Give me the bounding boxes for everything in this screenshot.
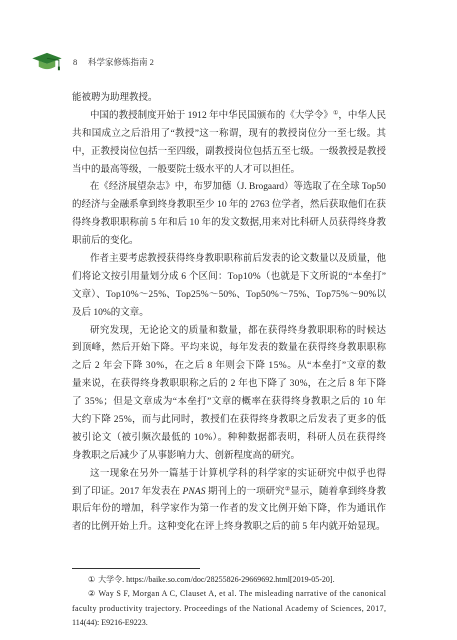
text-line: 职后年份的增加，科学家作为第一作者的发文比例开始下降，作为通讯作 xyxy=(72,504,387,515)
text-segment: 中国的教授制度开始于 1912 年中华民国颁布的《大学令》 xyxy=(90,110,333,121)
footnote-line xyxy=(72,587,386,601)
text-line: 量来说，在获得终身教职职称之后的 2 年也下降了 30%，在之后 8 年下降 xyxy=(72,379,387,390)
paragraph xyxy=(72,90,386,108)
footnote-line: faculty productivity trajectory. Proceedings of the National Academy of Sciences, 2017, xyxy=(72,603,387,613)
footnote-line: 114(44): E9216-E9223. xyxy=(72,617,148,627)
journal-name: PNAS xyxy=(182,486,206,497)
text-line: 当中的最高等级，一般要院士级水平的人才可以担任。 xyxy=(72,164,301,175)
paragraph xyxy=(72,108,386,180)
text-line xyxy=(72,108,386,126)
paragraph xyxy=(72,251,386,323)
text-line: 文章）、Top10%～25%、Top25%～50%、Top50%～75%、Top75%～90%以 xyxy=(72,289,387,300)
text-line: 到顶峰，然后开始下降。平均来说，每年发表的数量在获得终身教职职称 xyxy=(72,343,387,354)
text-line: 得终身教职职称前 5 年和后 10 年的发文数据,用来对比科研人员获得终身教 xyxy=(72,218,387,229)
paragraph xyxy=(72,466,386,538)
page-number: 8 xyxy=(73,57,78,67)
text-line: 在《经济展望杂志》中，布罗加德（J. Brogaard）等选取了在全球 Top50 xyxy=(89,182,386,193)
text-segment: 显示，随着拿到终身教 xyxy=(290,486,387,497)
text-line: 这一现象在另外一篇基于计算机学科的科学家的实证研究中似乎也得 xyxy=(90,468,387,479)
page-header xyxy=(28,50,208,74)
text-line: 研究发现，无论论文的质量和数量，都在获得终身教职职称的时候达 xyxy=(90,325,387,336)
text-line: 的经济与金融系拿到终身教职至少 10 年的 2763 位学者，然后获取他们在获 xyxy=(72,200,387,211)
footnote-text: 大学令. https://baike.so.com/doc/28255826-29669692.html[2019-05-20]. xyxy=(98,575,335,584)
text-line: 之后 2 年会下降 30%，在之后 8 年则会下降 15%。从“本垒打”文章的数 xyxy=(72,361,387,372)
footnote-marker: ② xyxy=(88,589,96,599)
text-segment: 期刊上的一项研究 xyxy=(205,486,285,497)
footnote-ref: ② xyxy=(284,486,291,493)
text-line: 了 35%；但是文章成为“本垒打”文章的概率在获得终身教职之后的 10 年 xyxy=(72,397,387,408)
paragraph xyxy=(72,179,386,251)
footnotes xyxy=(72,573,386,630)
footnote-line xyxy=(72,573,386,587)
footnote-ref: ① xyxy=(332,110,339,117)
text-line: 及后 10%的文章。 xyxy=(72,307,149,318)
text-line: 共和国成立之后沿用了“教授”这一称谓，现有的教授岗位分一至七级。其 xyxy=(72,128,387,139)
text-line: 们将论文按引用量划分成 6 个区间：Top10%（也就是下文所说的“本垒打” xyxy=(72,271,387,282)
footnote xyxy=(72,573,386,587)
text-line: 大约下降 25%，而与此同时，教授们在获得终身教职之后发表了更多的低 xyxy=(72,415,387,426)
running-title: 科学家修炼指南 2 xyxy=(88,57,154,67)
text-line: 职前后的变化。 xyxy=(72,236,139,247)
text-line: 被引论文（被引频次最低的 10%）。种种数据都表明，科研人员在获得终 xyxy=(72,432,387,443)
text-line: 者的比例开始上升。这种变化在评上终身教职之后的前 5 年内就开始显现。 xyxy=(72,522,386,533)
text-line: 能被聘为助理教授。 xyxy=(72,93,158,103)
footnote-marker: ① xyxy=(88,575,96,584)
text-segment: ，中华人民 xyxy=(338,110,386,121)
body-text xyxy=(72,90,386,537)
footnote-text: Way S F, Morgan A C, Clauset A, et al. The misleading narrative of the canonical xyxy=(98,589,387,599)
text-line xyxy=(72,484,386,502)
footnote xyxy=(72,587,386,630)
cap-tassel-end xyxy=(58,67,60,71)
paragraph xyxy=(72,323,386,466)
cap-board xyxy=(32,53,61,64)
text-segment: 到了印证。2017 年发表在 xyxy=(72,486,183,497)
footnote-rule xyxy=(72,568,200,569)
text-line: 身教职之后减少了从事影响力大、创新程度高的研究。 xyxy=(72,450,301,461)
graduation-cap-icon xyxy=(30,51,64,73)
text-line: 作者主要考虑教授获得终身教职职称前后发表的论文数量以及质量，他 xyxy=(90,254,387,265)
text-line: 中，正教授岗位包括一至四级，副教授岗位包括五至七级。一级教授是教授 xyxy=(72,146,386,157)
